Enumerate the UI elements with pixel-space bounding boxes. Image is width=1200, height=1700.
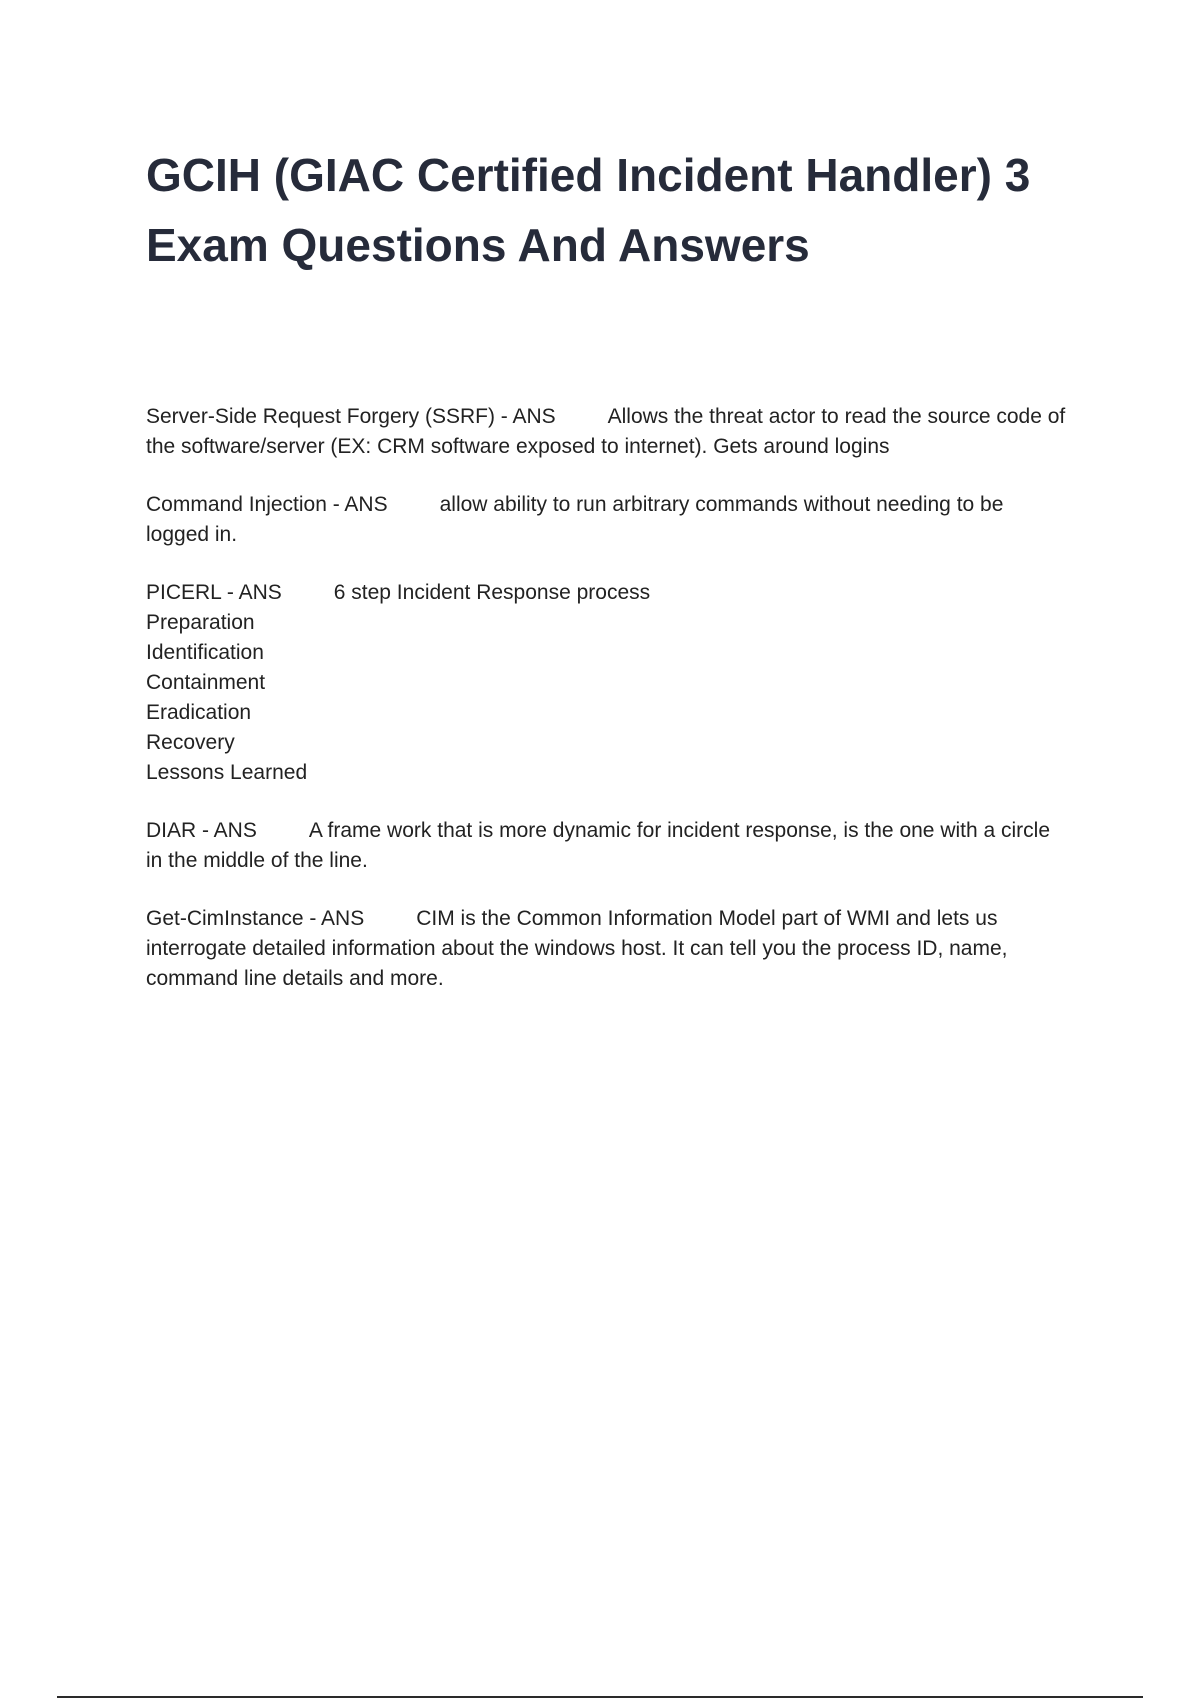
qa-term: Get-CimInstance - ANS xyxy=(146,907,365,930)
qa-answer: A frame work that is more dynamic for incident response, is the one with a circle in the middle of the line. xyxy=(146,819,1051,872)
document-title: GCIH (GIAC Certified Incident Handler) 3 Exam Questions And Answers xyxy=(146,149,1031,271)
qa-list xyxy=(146,402,1066,1022)
qa-answer: Allows the threat actor to read the source code of the software/server (EX: CRM software exposed to internet). Gets around logins xyxy=(146,405,1066,458)
qa-term: PICERL - ANS xyxy=(146,581,282,604)
qa-answer: 6 step Incident Response process xyxy=(333,581,651,604)
qa-entry-picerl xyxy=(146,578,1066,788)
footer-divider xyxy=(57,1696,1143,1698)
picerl-step: Preparation xyxy=(146,611,255,634)
qa-term: Server-Side Request Forgery (SSRF) - ANS xyxy=(146,405,556,428)
picerl-step: Containment xyxy=(146,671,266,694)
qa-entry-get-ciminstance xyxy=(146,904,1066,994)
qa-term: DIAR - ANS xyxy=(146,819,257,842)
qa-entry-diar xyxy=(146,816,1066,876)
qa-answer: allow ability to run arbitrary commands without needing to be logged in. xyxy=(146,493,1004,546)
picerl-step: Identification xyxy=(146,641,264,664)
picerl-step: Recovery xyxy=(146,731,235,754)
picerl-step: Eradication xyxy=(146,701,252,724)
qa-entry-ssrf xyxy=(146,402,1066,462)
qa-term: Command Injection - ANS xyxy=(146,493,388,516)
qa-entry-command-injection xyxy=(146,490,1066,550)
picerl-step: Lessons Learned xyxy=(146,761,308,784)
qa-answer: CIM is the Common Information Model part of WMI and lets us interrogate detailed information about the windows host. It can tell you the process ID, name, command line details and more. xyxy=(146,907,1008,990)
